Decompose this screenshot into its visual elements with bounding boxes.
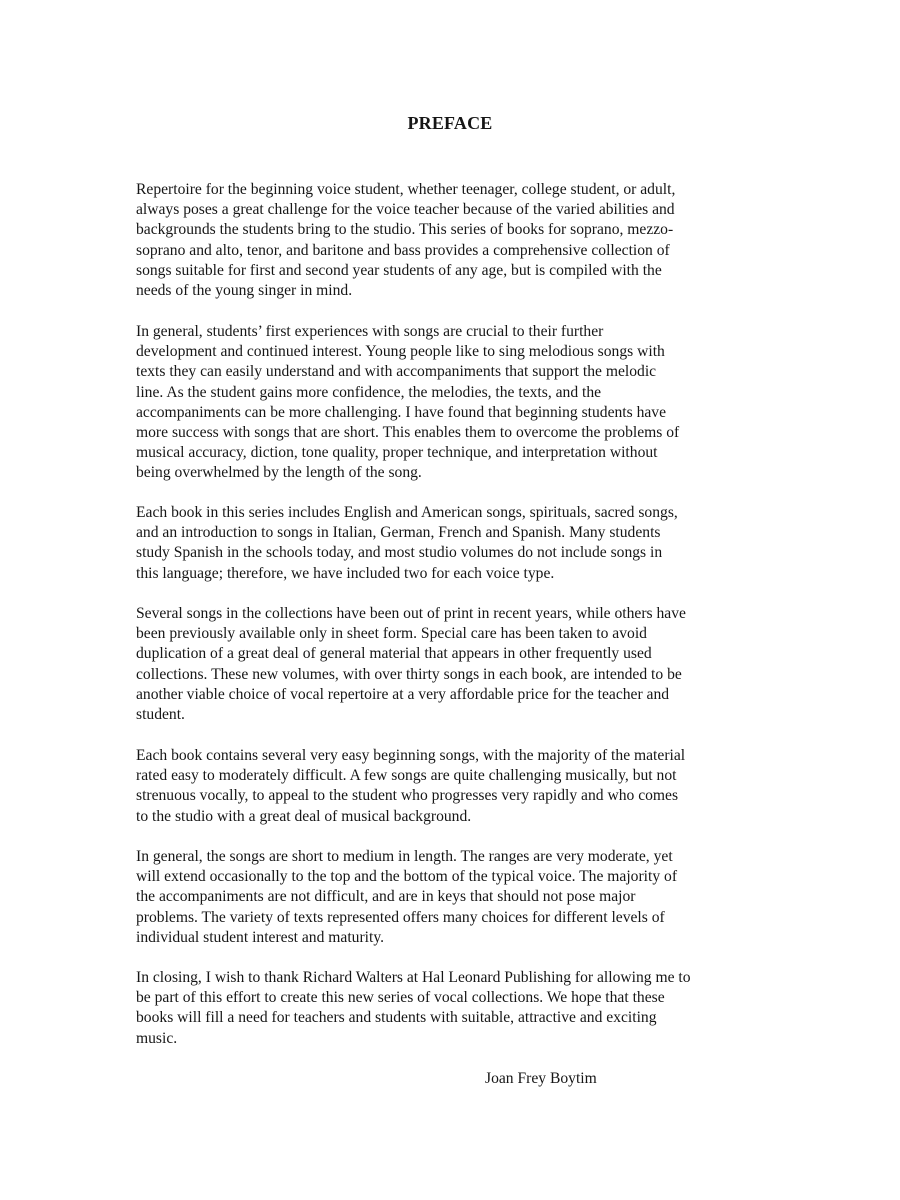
paragraph-line: the accompaniments are not difficult, and are in keys that should not pose major [136, 888, 636, 906]
paragraph-line: Repertoire for the beginning voice student, whether teenager, college student, or adult, [136, 181, 676, 198]
paragraph-line: soprano and alto, tenor, and baritone and bass provides a comprehensive collection of [136, 241, 670, 259]
paragraph-line: strenuous vocally, to appeal to the student who progresses very rapidly and who comes [136, 787, 679, 805]
paragraph-line: to the studio with a great deal of musical background. [136, 807, 472, 825]
paragraph-line: line. As the student gains more confidence, the melodies, the texts, and the [136, 383, 602, 401]
paragraph-line: Several songs in the collections have been out of print in recent years, while others have [136, 605, 686, 622]
paragraph-line: development and continued interest. Young people like to sing melodious songs with [136, 343, 665, 361]
paragraph-line: Each book contains several very easy beginning songs, with the majority of the material [136, 747, 686, 764]
paragraph-line: accompaniments can be more challenging. I have found that beginning students have [136, 403, 667, 421]
paragraph-line: been previously available only in sheet form. Special care has been taken to avoid [136, 625, 647, 643]
paragraph-line: rated easy to moderately difficult. A few songs are quite challenging musically, but not [136, 767, 677, 785]
paragraph-line: individual student interest and maturity. [136, 928, 385, 946]
paragraph-line: problems. The variety of texts represented offers many choices for different levels of [136, 908, 665, 926]
paragraph-line: be part of this effort to create this new series of vocal collections. We hope that these [136, 989, 665, 1007]
paragraph-line: collections. These new volumes, with over thirty songs in each book, are intended to be [136, 665, 682, 683]
paragraph-line: Each book in this series includes English and American songs, spirituals, sacred songs, [136, 504, 678, 521]
paragraph-line: another viable choice of vocal repertoire at a very affordable price for the teacher and [136, 685, 670, 703]
paragraph-line: student. [136, 706, 185, 723]
paragraph-line: books will fill a need for teachers and students with suitable, attractive and exciting [136, 1009, 657, 1027]
paragraph-line: being overwhelmed by the length of the song. [136, 464, 422, 482]
paragraph-line: always poses a great challenge for the voice teacher because of the varied abilities and [136, 201, 675, 219]
paragraph-line: more success with songs that are short. This enables them to overcome the problems of [136, 424, 680, 441]
paragraph-line: will extend occasionally to the top and the bottom of the typical voice. The majority of [136, 868, 678, 886]
paragraph-line: songs suitable for first and second year students of any age, but is compiled with the [136, 261, 662, 279]
paragraph-line: In general, students’ first experiences with songs are crucial to their further [136, 323, 604, 340]
paragraph-line: In closing, I wish to thank Richard Walters at Hal Leonard Publishing for allowing me to [136, 969, 691, 986]
author-signature: Joan Frey Boytim [485, 1070, 597, 1087]
paragraph-line: In general, the songs are short to medium in length. The ranges are very moderate, yet [136, 848, 673, 865]
paragraph-line: musical accuracy, diction, tone quality, proper technique, and interpretation without [136, 444, 658, 462]
paragraph-line: backgrounds the students bring to the studio. This series of books for soprano, mezzo- [136, 221, 674, 239]
page-title: PREFACE [407, 113, 493, 133]
paragraph-line: this language; therefore, we have included two for each voice type. [136, 564, 555, 582]
paragraph-line: and an introduction to songs in Italian, German, French and Spanish. Many students [136, 524, 661, 542]
paragraph-line: music. [136, 1029, 178, 1047]
paragraph-line: texts they can easily understand and with accompaniments that support the melodic [136, 363, 657, 381]
paragraph-line: study Spanish in the schools today, and most studio volumes do not include songs in [136, 544, 663, 562]
paragraph-line: duplication of a great deal of general material that appears in other frequently used [136, 645, 652, 663]
paragraph-line: needs of the young singer in mind. [136, 282, 353, 299]
